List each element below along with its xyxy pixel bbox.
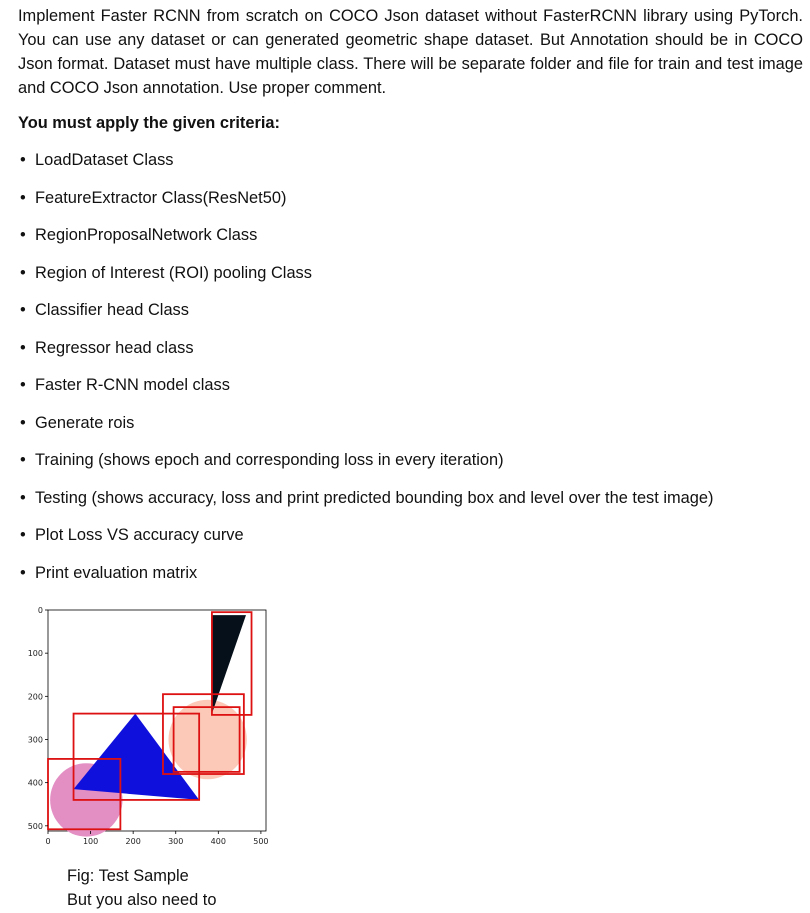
- test-sample-figure: [18, 604, 278, 849]
- criteria-item: [18, 173, 803, 211]
- criteria-item-label: FeatureExtractor Class(ResNet50): [35, 188, 287, 207]
- criteria-list: [18, 135, 803, 585]
- criteria-item: [18, 323, 803, 361]
- bullet-icon: •: [20, 563, 26, 582]
- bullet-icon: •: [20, 226, 26, 244]
- criteria-item: [18, 435, 803, 473]
- bullet-icon: •: [20, 338, 26, 357]
- x-tick-label: 0: [45, 837, 51, 846]
- x-tick-label: 100: [82, 837, 99, 846]
- criteria-item-label: Region of Interest (ROI) pooling Class: [35, 263, 312, 282]
- figure-caption: [67, 864, 216, 912]
- bullet-icon: •: [20, 301, 26, 319]
- criteria-item: [18, 210, 803, 248]
- criteria-item-label: RegionProposalNetwork Class: [35, 226, 258, 244]
- document-body: [18, 4, 803, 585]
- criteria-item-label: Testing (shows accuracy, loss and print predicted bounding box and level over the test image): [35, 488, 714, 507]
- criteria-item-label: Faster R-CNN model class: [35, 376, 230, 394]
- criteria-item-label: Training (shows epoch and corresponding loss in every iteration): [35, 451, 504, 469]
- x-tick-label: 300: [168, 837, 184, 846]
- task-description: Implement Faster RCNN from scratch on COCO Json dataset without FasterRCNN library using PyTorch. You can use any dataset or can generated geometric shape dataset. But Annotation should be in COCO Json format. Dataset must have multiple class. There will be separate folder and file for train and test image and COCO Json annotation. Use proper comment.: [18, 7, 803, 97]
- bullet-icon: •: [20, 376, 26, 394]
- criteria-item-label: Classifier head Class: [35, 301, 189, 319]
- criteria-item: [18, 473, 803, 511]
- criteria-item-label: Plot Loss VS accuracy curve: [35, 526, 244, 544]
- bullet-icon: •: [20, 263, 26, 282]
- criteria-item: [18, 135, 803, 173]
- bullet-icon: •: [20, 451, 26, 469]
- circle-shape: [168, 700, 246, 779]
- criteria-item-label: Regressor head class: [35, 338, 194, 357]
- bullet-icon: •: [20, 188, 26, 207]
- criteria-item: [18, 510, 803, 548]
- y-tick-label: 0: [37, 606, 43, 615]
- trailing-text: But you also need to: [67, 891, 217, 909]
- bullet-icon: •: [20, 526, 26, 544]
- figure-caption-title: Fig: Test Sample: [67, 867, 189, 885]
- bullet-icon: •: [20, 151, 26, 169]
- criteria-item: [18, 360, 803, 398]
- criteria-item-label: LoadDataset Class: [35, 151, 174, 169]
- y-tick-label: 200: [27, 692, 43, 702]
- y-tick-label: 100: [27, 649, 43, 659]
- test-sample-plot: [18, 604, 278, 849]
- y-tick-label: 300: [27, 735, 43, 745]
- criteria-item: [18, 248, 803, 286]
- x-tick-label: 400: [210, 837, 226, 846]
- criteria-heading: You must apply the given criteria:: [18, 114, 281, 132]
- bullet-icon: •: [20, 413, 26, 432]
- criteria-item-label: Print evaluation matrix: [35, 563, 198, 582]
- x-tick-label: 500: [253, 837, 269, 846]
- bullet-icon: •: [20, 488, 26, 507]
- y-tick-label: 500: [27, 821, 43, 831]
- criteria-item: [18, 398, 803, 436]
- criteria-item: [18, 548, 803, 586]
- criteria-item: [18, 285, 803, 323]
- y-tick-label: 400: [27, 778, 43, 788]
- criteria-item-label: Generate rois: [35, 413, 135, 432]
- x-tick-label: 200: [125, 837, 141, 846]
